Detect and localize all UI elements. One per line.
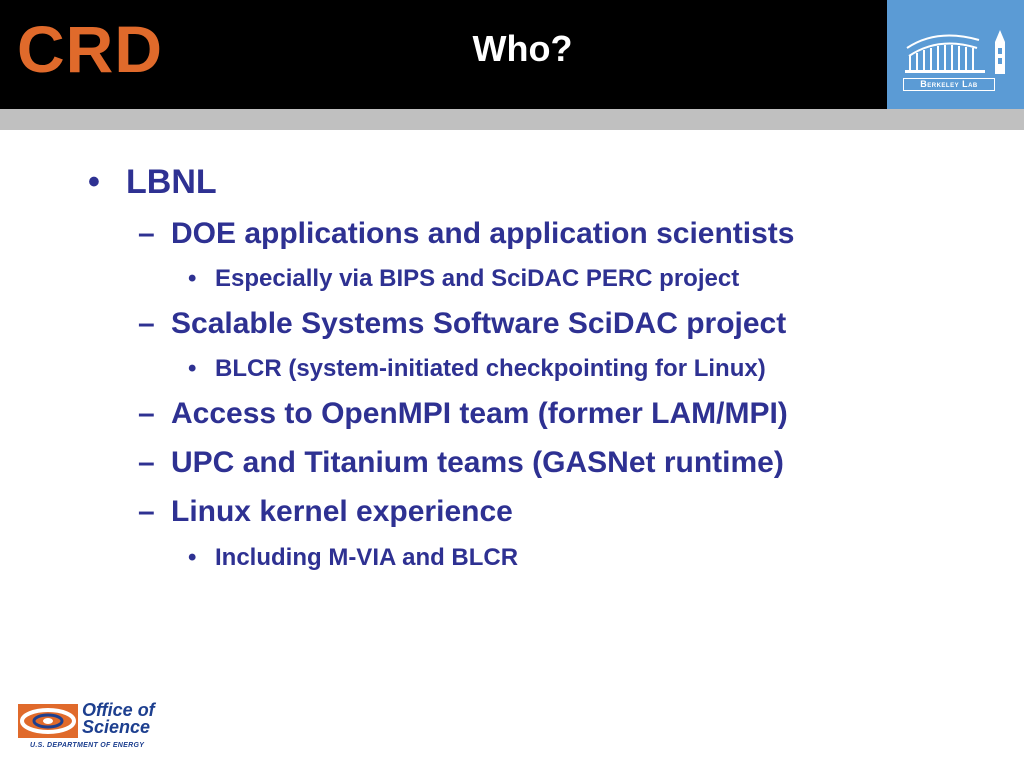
bullet-text-l2: Scalable Systems Software SciDAC project	[171, 307, 787, 340]
office-of-science-logo-text	[82, 702, 155, 736]
dash-marker: –	[138, 217, 155, 250]
bullet-text-l3: Especially via BIPS and SciDAC PERC project	[215, 265, 740, 292]
bullet-text-l3: BLCR (system-initiated checkpointing for Linux)	[215, 355, 766, 382]
crd-logo: CRD	[17, 12, 163, 86]
bullet-marker: •	[188, 544, 197, 571]
bullet-text-l1: LBNL	[126, 163, 217, 201]
office-of-science-line2: Science	[82, 717, 151, 737]
dash-marker: –	[138, 495, 155, 528]
dash-marker: –	[138, 397, 155, 430]
office-of-science-line1: Office of	[82, 700, 155, 720]
bullet-marker: •	[188, 355, 197, 382]
bullet-marker: •	[188, 265, 197, 292]
slide-title: Who?	[472, 28, 573, 69]
bullet-text-l2: DOE applications and application scientists	[171, 217, 795, 250]
bullet-text-l2: Access to OpenMPI team (former LAM/MPI)	[171, 397, 788, 430]
dash-marker: –	[138, 307, 155, 340]
dash-marker: –	[138, 446, 155, 479]
bullet-text-l3: Including M-VIA and BLCR	[215, 544, 519, 571]
bullet-text-l2: Linux kernel experience	[171, 495, 513, 528]
doe-subtitle: U.S. DEPARTMENT OF ENERGY	[30, 742, 145, 749]
bullet-text-l2: UPC and Titanium teams (GASNet runtime)	[171, 446, 784, 479]
bullet-marker: •	[88, 163, 100, 201]
berkeley-lab-label: Berkeley Lab	[903, 78, 995, 91]
